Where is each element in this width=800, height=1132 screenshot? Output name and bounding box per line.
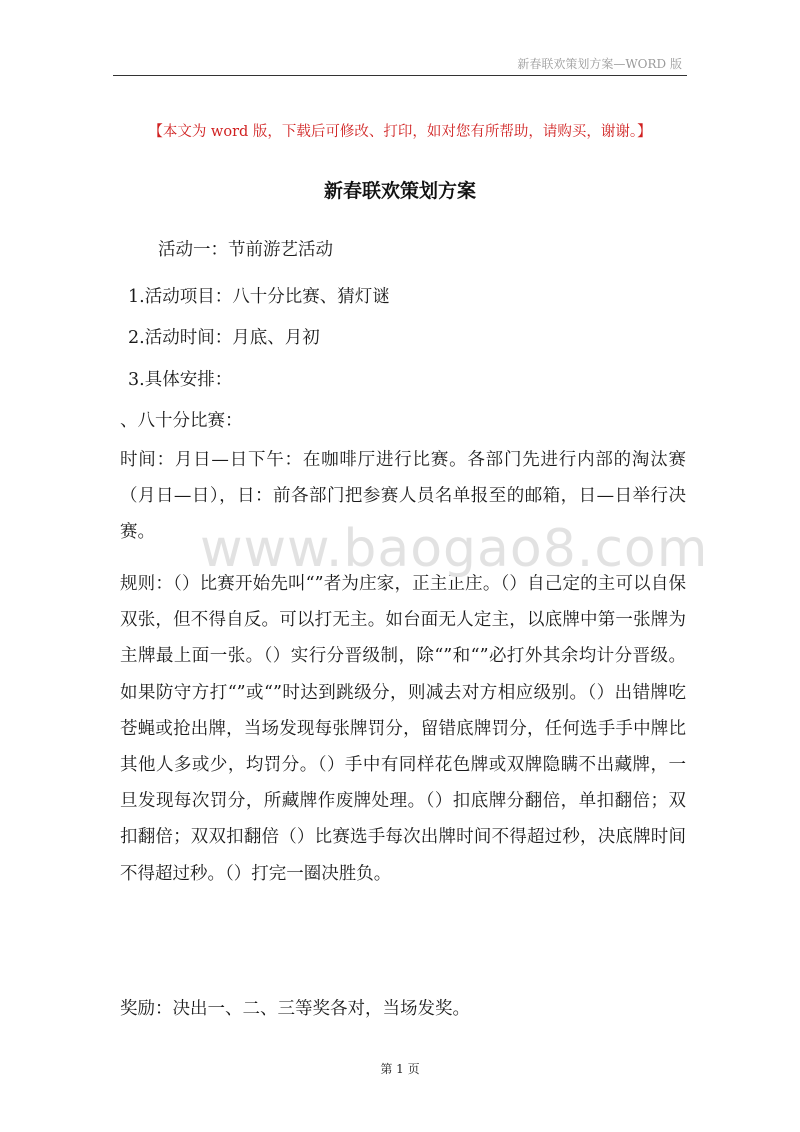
page-number: 第 1 页 — [380, 1062, 420, 1076]
time-paragraph: 时间：月日—日下午：在咖啡厅进行比赛。各部门先进行内部的淘汰赛（月日—日），日：前各部门把参赛人员名单报至的邮箱，日—日举行决赛。 — [120, 450, 686, 543]
rules-paragraph: 规则：（）比赛开始先叫“”者为庄家，正主正庄。（）自己定的主可以自保双张，但不得自反。可以打无主。如台面无人定主，以底牌中第一张牌为主牌最上面一张。（）实行分晋级制，除“”和“”必打外其余均计分晋级。如果防守方打“”或“”时达到跳级分，则减去对方相应级别。（）出错牌吃苍蝇或抢出牌，当场发现每张牌罚分，留错底牌罚分，任何选手手中牌比其他人多或少，均罚分。（）手中有同样花色牌或双牌隐瞒不出藏牌，一旦发现每次罚分，所藏牌作废牌处理。（）扣底牌分翻倍，单扣翻倍；双扣翻倍；双双扣翻倍（）比赛选手每次出牌时间不得超过秒，决底牌时间不得超过秒。（）打完一圈决胜负。 — [120, 574, 686, 884]
list-item-project: 1.活动项目：八十分比赛、猜灯谜 — [128, 287, 390, 307]
reward-paragraph: 奖励：决出一、二、三等奖各对，当场发奖。 — [120, 999, 470, 1019]
activity-heading: 活动一：节前游艺活动 — [158, 240, 333, 260]
watermark: www.baogao8.com — [200, 519, 709, 579]
list-item-time: 2.活动时间：月底、月初 — [128, 328, 320, 348]
header-doc-label: 新春联欢策划方案—WORD 版 — [517, 57, 682, 71]
list-item-arrangement: 3.具体安排： — [128, 370, 233, 390]
sub-heading: 、八十分比赛： — [120, 411, 243, 431]
page-title: 新春联欢策划方案 — [323, 180, 476, 202]
purchase-notice: 【本文为 word 版，下载后可修改、打印，如对您有所帮助，请购买，谢谢。】 — [148, 124, 652, 140]
header-divider — [113, 75, 687, 76]
